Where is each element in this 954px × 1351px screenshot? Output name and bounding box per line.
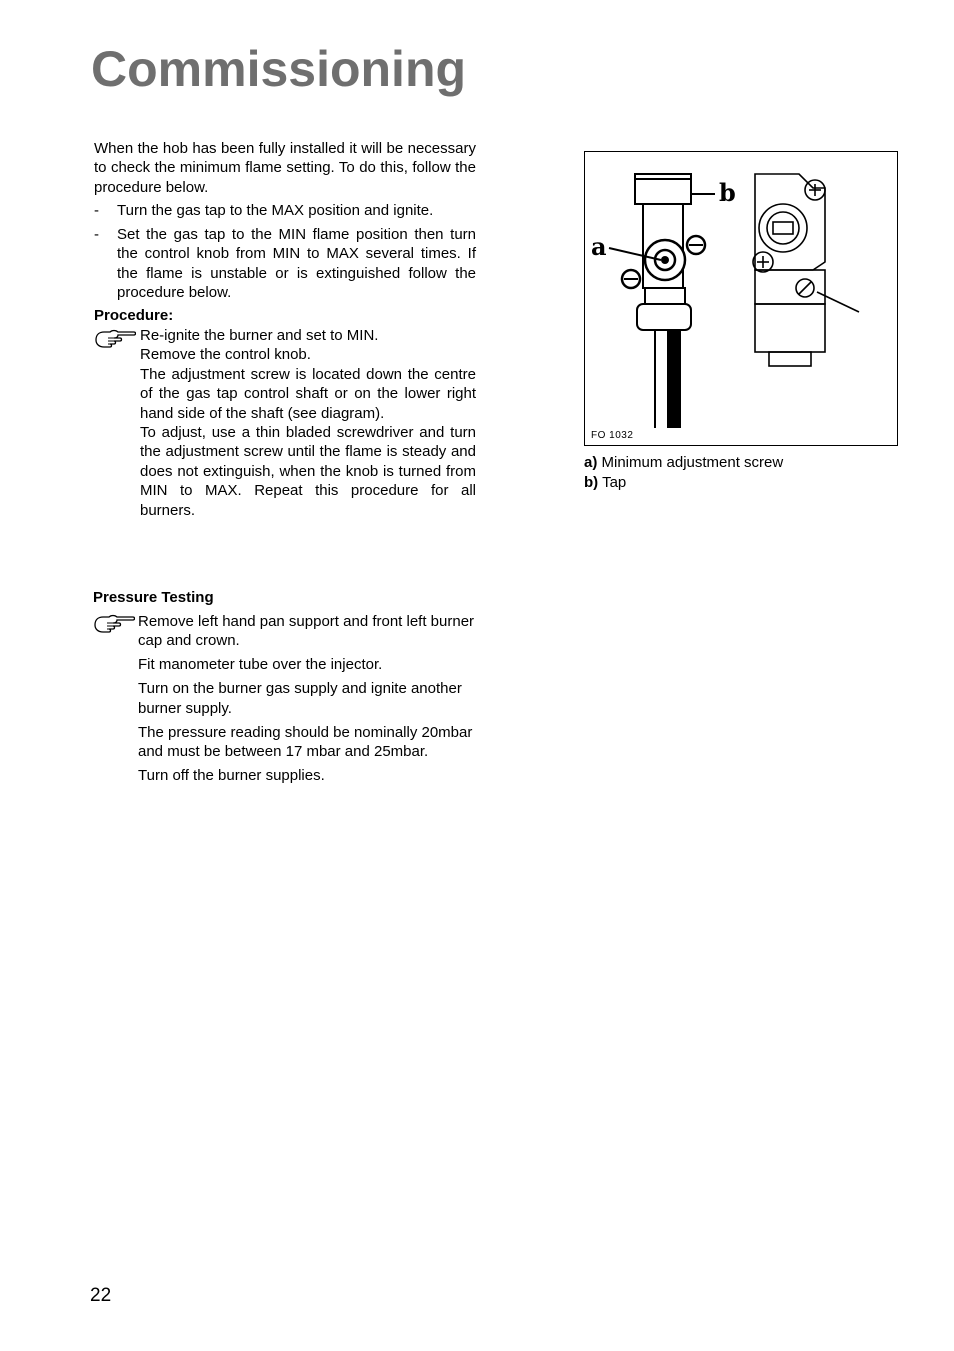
pressure-testing-heading: Pressure Testing [93, 589, 214, 606]
figure-code: FO 1032 [591, 430, 634, 441]
gas-tap-illustration [585, 152, 896, 444]
procedure-heading: Procedure: [94, 307, 174, 324]
pressure-steps [138, 612, 478, 790]
bullet-marker: - [94, 202, 99, 219]
procedure-steps [140, 326, 476, 520]
procedure-step: The adjustment screw is located down the centre of the gas tap control shaft or on the lower right hand side of the shaft (see diagram). [140, 365, 476, 422]
intro-paragraph: When the hob has been fully installed it will be necessary to check the minimum flame setting. To do this, follow the procedure below. [94, 140, 476, 196]
intro-bullet [94, 201, 476, 220]
pressure-step: Remove left hand pan support and front left burner cap and crown. [138, 613, 475, 650]
bullet-marker: - [94, 226, 99, 243]
caption-b [584, 473, 626, 493]
pressure-step: Fit manometer tube over the injector. [138, 656, 383, 674]
caption-text: Minimum adjustment screw [601, 454, 784, 471]
figure-label-a: a [591, 232, 607, 261]
procedure-step: To adjust, use a thin bladed screwdriver and turn the adjustment screw until the flame is steady and does not extinguish, when the knob is turned from MIN to MAX. Repeat this procedure for all burners. [140, 424, 476, 519]
caption-key: b) [584, 474, 599, 491]
procedure-step: Re-ignite the burner and set to MIN. [140, 327, 379, 344]
page-number: 22 [90, 1285, 112, 1306]
figure-label-b: b [719, 178, 736, 207]
gas-tap-diagram [584, 151, 898, 446]
pointing-hand-icon [94, 328, 136, 350]
bullet-text: Set the gas tap to the MIN flame position then turn the control knob from MIN to MAX several times. If the flame is unstable or is extinguished follow the procedure below. [117, 226, 476, 302]
pressure-step: Turn on the burner gas supply and ignite another burner supply. [138, 680, 462, 717]
pointing-hand-icon [93, 613, 135, 635]
caption-key: a) [584, 454, 598, 471]
intro-bullet [94, 225, 476, 303]
procedure-step: Remove the control knob. [140, 346, 311, 364]
caption-text: Tap [602, 474, 627, 491]
page-title: Commissioning [91, 41, 467, 97]
bullet-text: Turn the gas tap to the MAX position and ignite. [117, 202, 434, 219]
caption-a [584, 453, 783, 473]
pressure-step: Turn off the burner supplies. [138, 767, 325, 785]
pressure-step: The pressure reading should be nominally 20mbar and must be between 17 mbar and 25mbar. [138, 723, 473, 761]
